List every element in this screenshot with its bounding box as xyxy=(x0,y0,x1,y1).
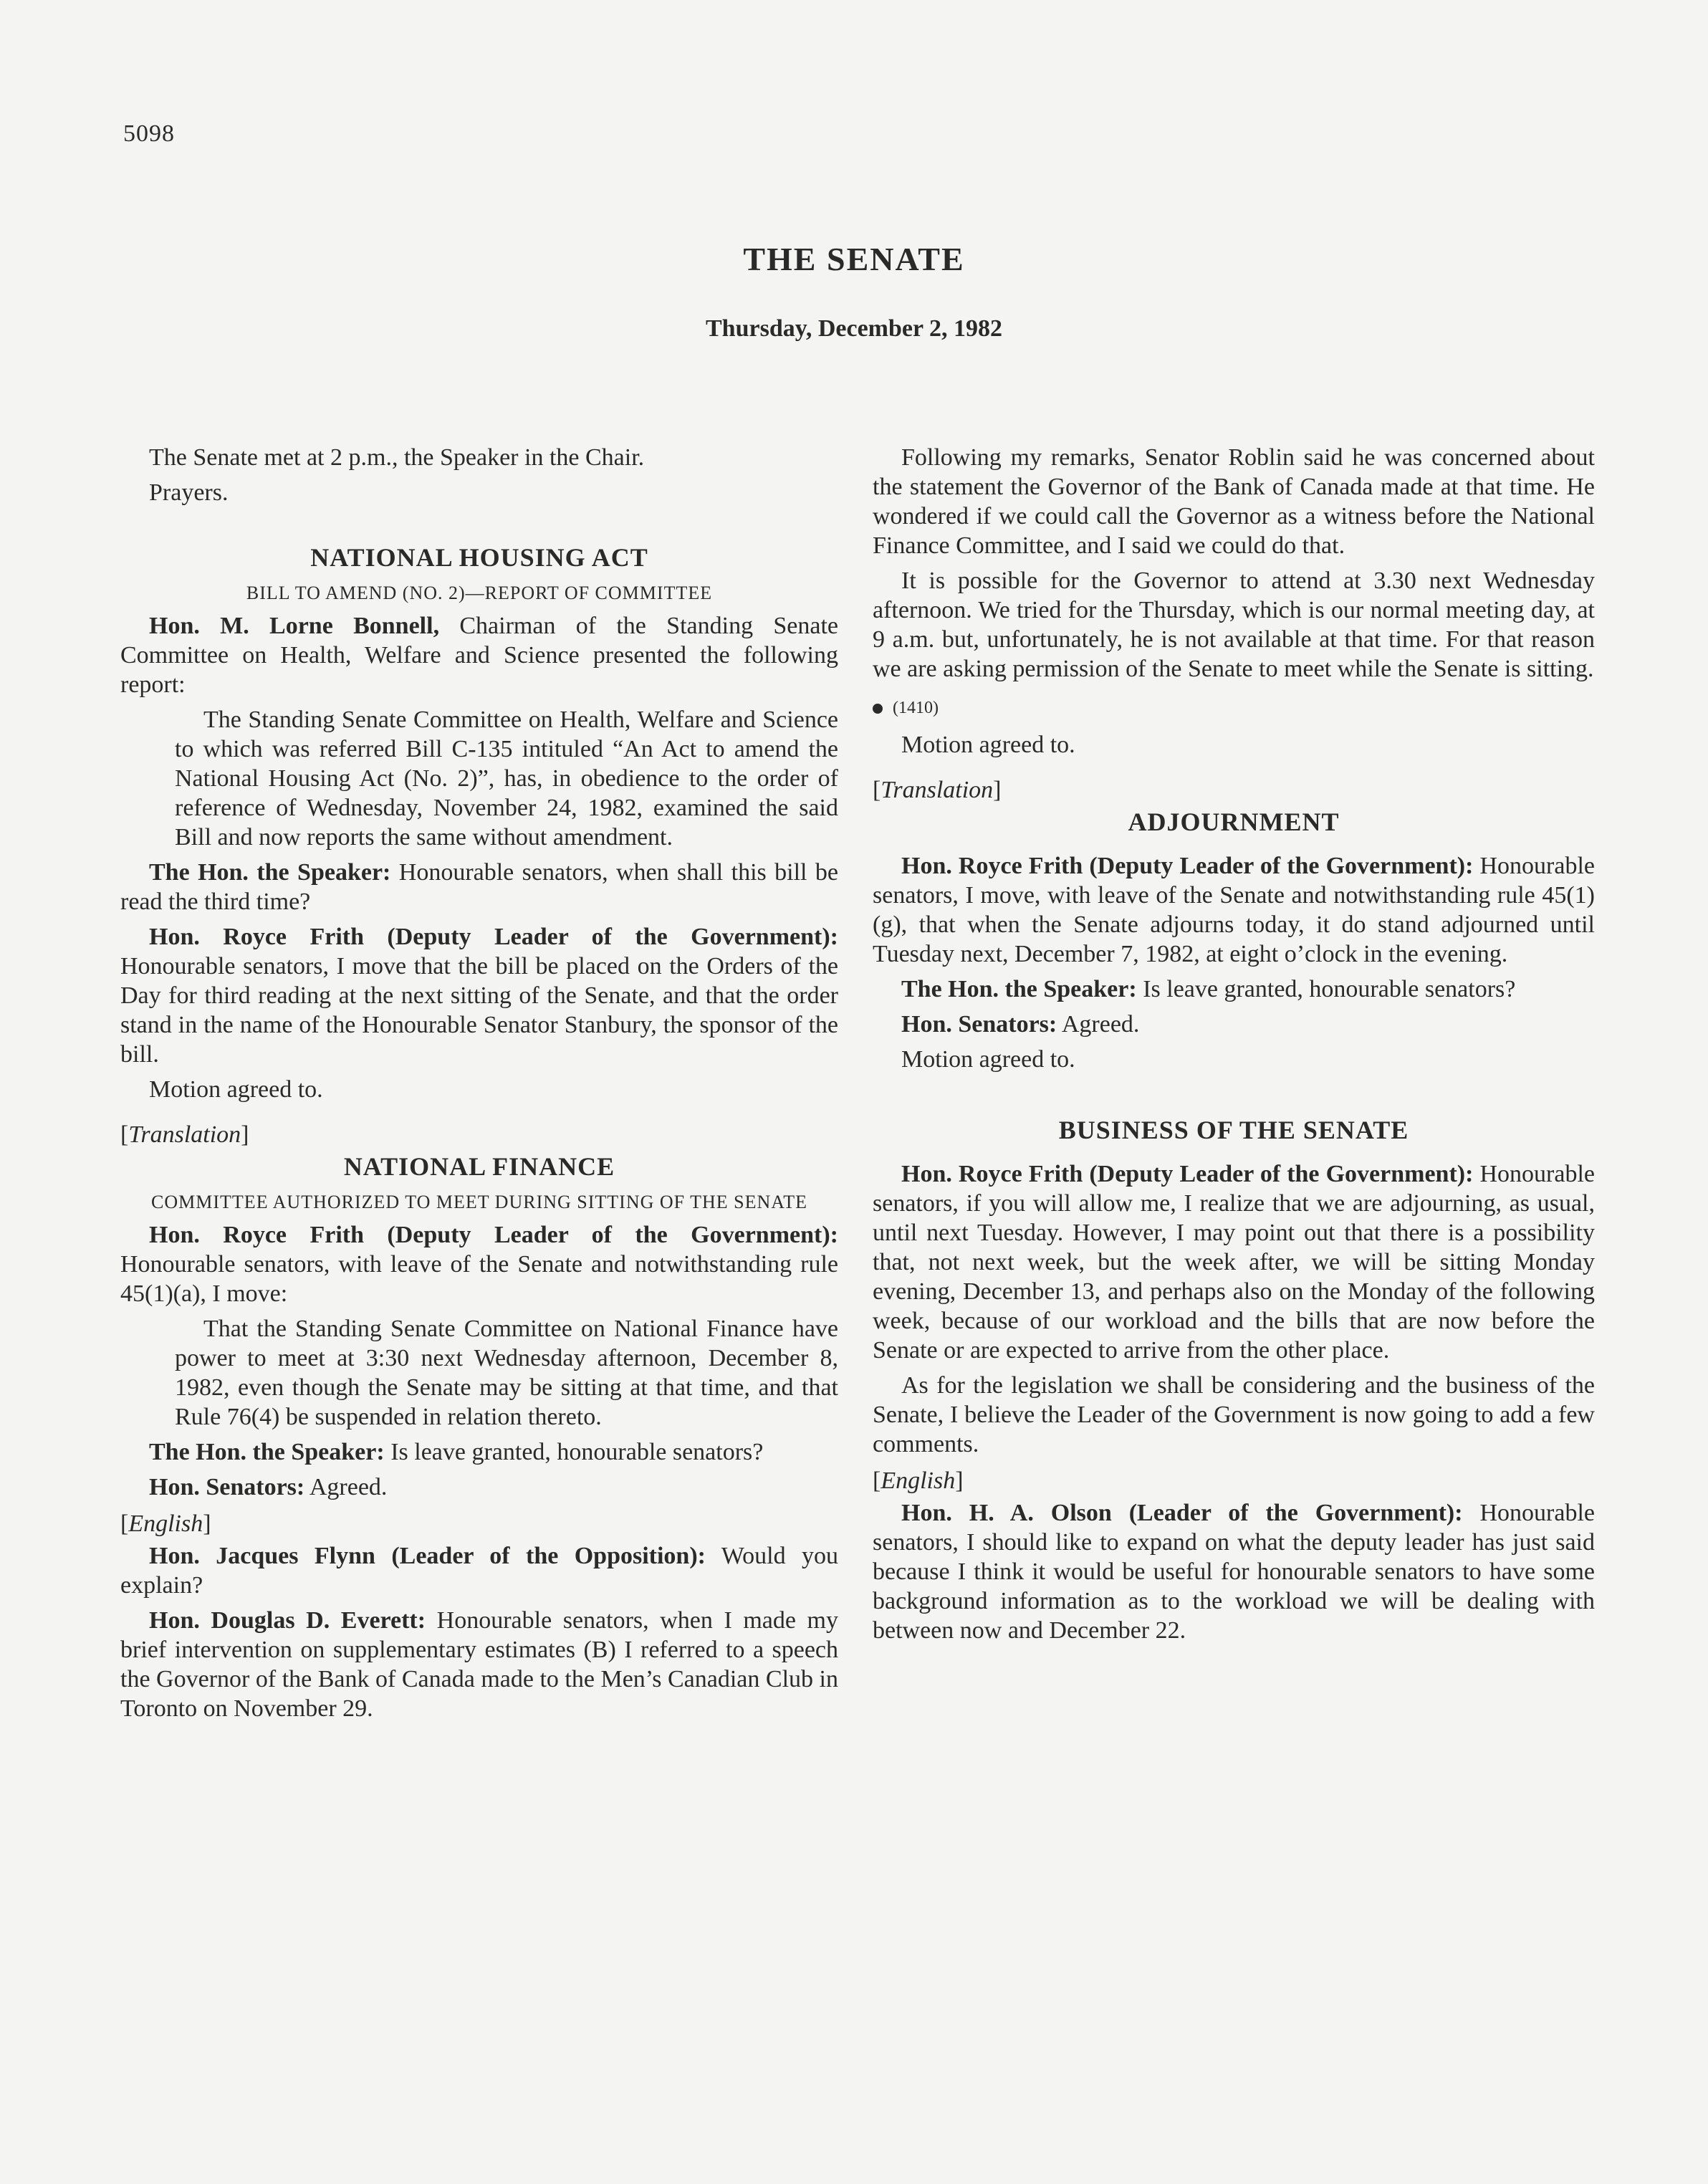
speech-paragraph xyxy=(120,1472,838,1502)
speech-paragraph xyxy=(120,858,838,916)
section-subheading: COMMITTEE AUTHORIZED TO MEET DURING SITTING OF THE SENATE xyxy=(151,1192,807,1212)
section-heading-national-finance: NATIONAL FINANCE xyxy=(343,1152,615,1181)
speech-text: Is leave granted, honourable senators? xyxy=(1136,976,1516,1002)
section-heading-national-housing-act: NATIONAL HOUSING ACT xyxy=(310,543,648,572)
speaker-name: Hon. Senators: xyxy=(901,1011,1057,1038)
speaker-name: The Hon. the Speaker: xyxy=(901,976,1137,1002)
speech-paragraph xyxy=(120,1220,838,1308)
speech-paragraph: As for the legislation we shall be considering and the business of the Senate, I believe the Leader of the Government is now going to add a few comments. xyxy=(873,1372,1595,1457)
speaker-name: Hon. Royce Frith (Deputy Leader of the Government): xyxy=(149,1222,838,1248)
speech-paragraph xyxy=(873,1010,1595,1039)
right-column xyxy=(873,443,1595,1651)
section-heading-business-of-the-senate: BUSINESS OF THE SENATE xyxy=(1058,1116,1409,1144)
speaker-name: Hon. Royce Frith (Deputy Leader of the Government): xyxy=(149,924,838,950)
translation-note: [Translation] xyxy=(873,777,1002,803)
motion-paragraph: Motion agreed to. xyxy=(901,1046,1075,1073)
speech-paragraph xyxy=(873,1498,1595,1645)
time-marker: (1410) xyxy=(873,694,1595,723)
speech-paragraph xyxy=(873,1159,1595,1365)
speech-text: Honourable senators, when I made my brief intervention on supplementary estimates (B) I referred to a speech the Governor of the Bank of Canada made to the Men’s Canadian Club in Toronto on November 29. xyxy=(120,1607,838,1722)
section-subheading: BILL TO AMEND (NO. 2)—REPORT OF COMMITTEE xyxy=(246,583,713,603)
speaker-name: Hon. M. Lorne Bonnell, xyxy=(149,613,440,639)
speech-paragraph xyxy=(873,851,1595,969)
speech-paragraph xyxy=(120,922,838,1069)
speech-text: Would you explain? xyxy=(120,1543,838,1599)
prayers-paragraph: Prayers. xyxy=(149,479,229,506)
left-column xyxy=(120,443,838,1729)
speaker-name: Hon. Jacques Flynn (Leader of the Opposition): xyxy=(149,1543,706,1569)
speech-paragraph xyxy=(120,611,838,699)
opening-paragraph: The Senate met at 2 p.m., the Speaker in the Chair. xyxy=(149,444,645,471)
speaker-name: Hon. Royce Frith (Deputy Leader of the Government): xyxy=(901,1161,1474,1187)
speech-text: Honourable senators, if you will allow me, I realize that we are adjourning, as usual, until next Tuesday. However, I may point out that there is a possibility that, not next week, but the week after, we will be sitting Monday evening, December 13, and perhaps also on the Monday of the following week, because of our workload and the bills that are now before the Senate or are expected to arrive from the other place. xyxy=(873,1161,1595,1364)
section-heading-adjournment: ADJOURNMENT xyxy=(1128,808,1340,836)
speech-paragraph: It is possible for the Governor to attend at 3.30 next Wednesday afternoon. We tried for the Thursday, which is our normal meeting day, at 9 a.m. but, unfortunately, he is not available at that time. For that reason we are asking permission of the Senate to meet while the Senate is sitting. xyxy=(873,567,1595,682)
sitting-date: Thursday, December 2, 1982 xyxy=(706,315,1002,342)
speech-paragraph: Following my remarks, Senator Roblin said he was concerned about the statement the Governor of the Bank of Canada made at that time. He wondered if we could call the Governor as a witness before the National Finance Committee, and I said we could do that. xyxy=(873,444,1595,559)
motion-quote: That the Standing Senate Committee on National Finance have power to meet at 3:30 next Wednesday afternoon, December 8, 1982, even though the Senate may be sitting at that time, and that Rule 76(4) be suspended in relation thereto. xyxy=(175,1316,838,1430)
translation-note: [Translation] xyxy=(120,1121,249,1148)
speaker-name: Hon. H. A. Olson (Leader of the Government): xyxy=(901,1500,1463,1526)
speech-text: Is leave granted, honourable senators? xyxy=(384,1439,764,1465)
speech-paragraph xyxy=(120,1437,838,1467)
speaker-name: Hon. Senators: xyxy=(149,1474,305,1500)
speech-text: Agreed. xyxy=(1057,1011,1140,1038)
speaker-name: The Hon. the Speaker: xyxy=(149,1439,385,1465)
page-number: 5098 xyxy=(123,120,175,147)
speech-text: Honourable senators, I move that the bill be placed on the Orders of the Day for third reading at the next sitting of the Senate, and that the order stand in the name of the Honourable Senator Stanbury, the sponsor of the bill. xyxy=(120,953,838,1068)
committee-report-quote: The Standing Senate Committee on Health, Welfare and Science to which was referred Bill C-135 intituled “An Act to amend the National Housing Act (No. 2)”, has, in obedience to the order of reference of Wednesday, November 24, 1982, examined the said Bill and now reports the same without amendment. xyxy=(175,707,838,851)
speech-text: Honourable senators, I should like to expand on what the deputy leader has just said because I think it would be useful for honourable senators to have some background information as to the workload we will be dealing with between now and December 22. xyxy=(873,1500,1595,1644)
motion-paragraph: Motion agreed to. xyxy=(149,1076,323,1103)
english-note: [English] xyxy=(120,1510,211,1537)
speech-text: Honourable senators, with leave of the Senate and notwithstanding rule 45(1)(a), I move: xyxy=(120,1251,838,1307)
speaker-name: Hon. Royce Frith (Deputy Leader of the Government): xyxy=(901,853,1474,879)
speech-paragraph xyxy=(120,1541,838,1600)
speech-text: Honourable senators, when shall this bill be read the third time? xyxy=(120,859,838,915)
english-note: [English] xyxy=(873,1467,964,1494)
speech-paragraph xyxy=(873,974,1595,1004)
speech-text: Honourable senators, I move, with leave of the Senate and notwithstanding rule 45(1)(g), that when the Senate adjourns today, it do stand adjourned until Tuesday next, December 7, 1982, at eight o’clock in the evening. xyxy=(873,853,1595,967)
speech-text: Agreed. xyxy=(304,1474,388,1500)
speech-paragraph xyxy=(120,1606,838,1723)
page-title: THE SENATE xyxy=(743,241,965,277)
speaker-name: The Hon. the Speaker: xyxy=(149,859,391,886)
motion-paragraph: Motion agreed to. xyxy=(901,732,1075,758)
speaker-name: Hon. Douglas D. Everett: xyxy=(149,1607,426,1634)
bullet-icon xyxy=(873,704,883,714)
speech-text: Chairman of the Standing Senate Committee on Health, Welfare and Science presented the following report: xyxy=(120,613,838,698)
